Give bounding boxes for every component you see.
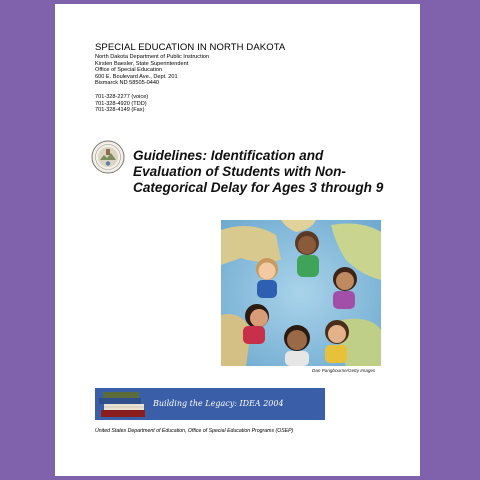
child-5 <box>284 325 310 366</box>
agency-header <box>95 42 285 87</box>
office-line: Office of Special Education <box>95 67 163 74</box>
document-title <box>133 148 403 196</box>
contact-numbers <box>95 94 148 114</box>
document-page <box>55 4 420 476</box>
banner-text: Building the Legacy: IDEA 2004 <box>153 399 284 408</box>
agency-title: SPECIAL EDUCATION IN NORTH DAKOTA <box>95 42 286 53</box>
idea-2004-banner <box>95 388 325 420</box>
svg-text:· · · · ·: · · · · · <box>104 142 112 146</box>
footer-osep: United States Department of Education, Office of Special Education Programs (OSEP) <box>95 428 294 434</box>
city-line: Bismarck ND 58505-0440 <box>95 80 160 87</box>
tdd-phone: 701-328-4920 (TDD) <box>95 100 147 107</box>
cover-photo <box>221 220 381 366</box>
superintendent-line: Kirsten Baesler, State Superintendent <box>95 60 189 67</box>
stack-of-books-icon <box>95 388 151 420</box>
voice-phone: 701-328-2277 (voice) <box>95 94 149 100</box>
title-line-1: Guidelines: Identification and <box>133 148 324 163</box>
address-line: 600 E. Boulevard Ave., Dept. 201 <box>95 73 178 80</box>
children-on-world-map-photo <box>221 220 381 366</box>
title-line-2: Evaluation of Students with Non- <box>133 164 346 179</box>
department-line: North Dakota Department of Public Instruction <box>95 54 210 60</box>
state-seal-icon <box>91 140 125 174</box>
fax-number: 701-328-4149 (Fax) <box>95 107 145 114</box>
photo-credit: Dan Pangbourne/Getty Images <box>312 368 376 373</box>
title-line-3: Categorical Delay for Ages 3 through 9 <box>133 180 384 195</box>
